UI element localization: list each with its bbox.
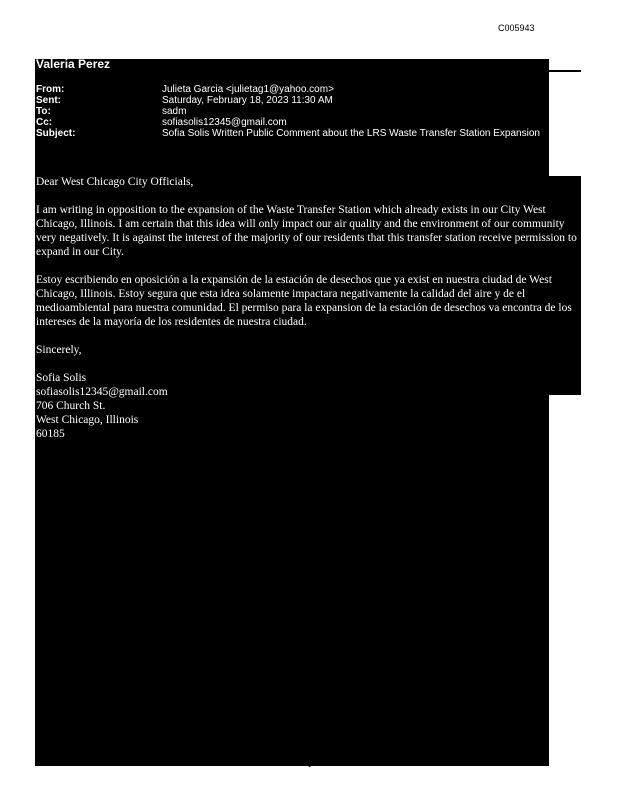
greeting: Dear West Chicago City Officials, <box>36 176 194 188</box>
paragraph-spanish: Estoy escribiendo en oposición a la expansión de la estación de desechos que ya exist en nuestra ciudad de West Chicago, Illinois. Estoy segura que esta idea solamente impactara negativamente la calidad del aire y de el medioambiental para nuestra comunidad. El permiso para la expansion de la estación de desechos va encontra de los intereses de la mayoría de los residentes de nuestra ciudad. <box>36 274 572 328</box>
email-body <box>36 175 584 441</box>
header-sent <box>36 95 540 106</box>
page-number: 1 <box>307 759 312 770</box>
header-cc <box>36 117 540 128</box>
header-value: sadm <box>162 106 187 117</box>
header-value: Saturday, February 18, 2023 11:30 AM <box>162 95 333 106</box>
header-label: Sent: <box>36 95 61 106</box>
header-label: Cc: <box>36 117 53 128</box>
signature-zip: 60185 <box>36 428 65 440</box>
header-subject <box>36 128 540 139</box>
signature-block <box>36 371 584 441</box>
header-rule <box>549 70 581 72</box>
header-value: Julieta Garcia <julietag1@yahoo.com> <box>162 84 334 95</box>
document-id: C005943 <box>498 23 535 33</box>
signature-name: Sofia Solis <box>36 372 87 384</box>
email-headers <box>36 84 540 139</box>
sender-name: Valeria Perez <box>36 57 111 71</box>
header-value: Sofia Solis Written Public Comment about the LRS Waste Transfer Station Expansion <box>162 128 540 139</box>
header-to <box>36 106 540 117</box>
signature-city: West Chicago, Illinois <box>36 414 139 426</box>
closing: Sincerely, <box>36 344 82 356</box>
header-label: From: <box>36 84 65 95</box>
header-value: sofiasolis12345@gmail.com <box>162 117 287 128</box>
signature-email: sofiasolis12345@gmail.com <box>36 386 168 398</box>
header-label: To: <box>36 106 51 117</box>
header-from <box>36 84 540 95</box>
header-label: Subject: <box>36 128 76 139</box>
paragraph-english: I am writing in opposition to the expansion of the Waste Transfer Station which already exists in our City West Chicago, Illinois. I am certain that this idea will only impact our air quality and the environment of our community very negatively. It is against the interest of the majority of our residents that this transfer station receive permission to expand in our City. <box>36 204 577 258</box>
signature-street: 706 Church St. <box>36 400 106 412</box>
